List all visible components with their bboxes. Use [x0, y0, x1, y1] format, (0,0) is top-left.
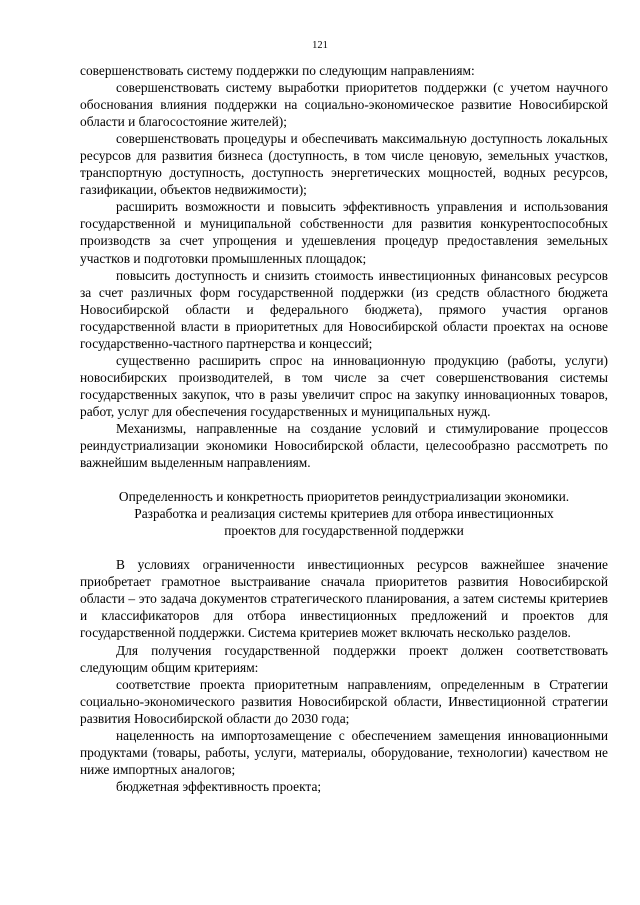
paragraph: Механизмы, направленные на создание условий и стимулирование процессов реиндустриализации экономики Новосибирской области, целесообразно рассмотреть по важнейшим выделенным направлениям. — [80, 420, 608, 471]
paragraph: совершенствовать процедуры и обеспечивать максимальную доступность локальных ресурсов для развития бизнеса (доступность, в том числе ценовую, земельных участков, транспортную доступность, доступность энергетических мощностей, водных ресурсов, газификации, объектов недвижимости); — [80, 131, 608, 198]
paragraph: существенно расширить спрос на инновационную продукцию (работы, услуги) новосибирских производителей, в том числе за счет совершенствования системы государственных закупок, что в разы увеличит спрос на закупку инновационных товаров, работ, услуг для обеспечения государственных и муниципальных нужд. — [80, 352, 608, 419]
paragraph: повысить доступность и снизить стоимость инвестиционных финансовых ресурсов за счет различных форм государственной поддержки (из средств областного бюджета Новосибирской области и федерального бюджета), прямого участия органов государственной власти в приоритетных для Новосибирской области проектах на основе государственно-частного партнерства и концессий; — [80, 267, 608, 351]
paragraph: В условиях ограниченности инвестиционных ресурсов важнейшее значение приобретает грамотное выстраивание сначала приоритетов развития Новосибирской области – это задача документов стратегического планирования, а затем системы критериев и классификаторов для отбора инвестиционных предложений и проектов для государственной поддержки. Система критериев может включать несколько разделов. — [80, 557, 608, 641]
paragraph: расширить возможности и повысить эффективность управления и использования государственной и муниципальной собственности для развития конкурентоспособных производств за счет упрощения и удешевления процедур предоставления земельных участков и подготовки промышленных площадок; — [80, 199, 608, 266]
heading-line: Разработка и реализация системы критериев для отбора инвестиционных — [134, 506, 554, 522]
heading-line: Определенность и конкретность приоритетов реиндустриализации экономики. — [118, 489, 570, 505]
paragraph: Для получения государственной поддержки проект должен соответствовать следующим общим критериям: — [80, 642, 608, 675]
paragraph: совершенствовать систему выработки приоритетов поддержки (с учетом научного обоснования влияния поддержки на социально-экономическое развитие Новосибирской области и благосостояние жителей); — [80, 80, 608, 130]
paragraph: соответствие проекта приоритетным направлениям, определенным в Стратегии социально-экономического развития Новосибирской области, Инвестиционной стратегии развития Новосибирской области до 2030 года; — [80, 676, 608, 726]
paragraph: совершенствовать систему поддержки по следующим направлениям: — [80, 63, 475, 78]
document-body — [80, 62, 608, 795]
paragraph: нацеленность на импортозамещение с обеспечением замещения инновационными продуктами (товары, работы, услуги, материалы, оборудование, технологии) качеством не ниже импортных аналогов; — [80, 727, 608, 777]
paragraph: бюджетная эффективность проекта; — [116, 778, 322, 794]
heading-line: проектов для государственной поддержки — [224, 523, 464, 539]
section-heading — [80, 488, 608, 539]
page-number: 121 — [312, 40, 328, 51]
